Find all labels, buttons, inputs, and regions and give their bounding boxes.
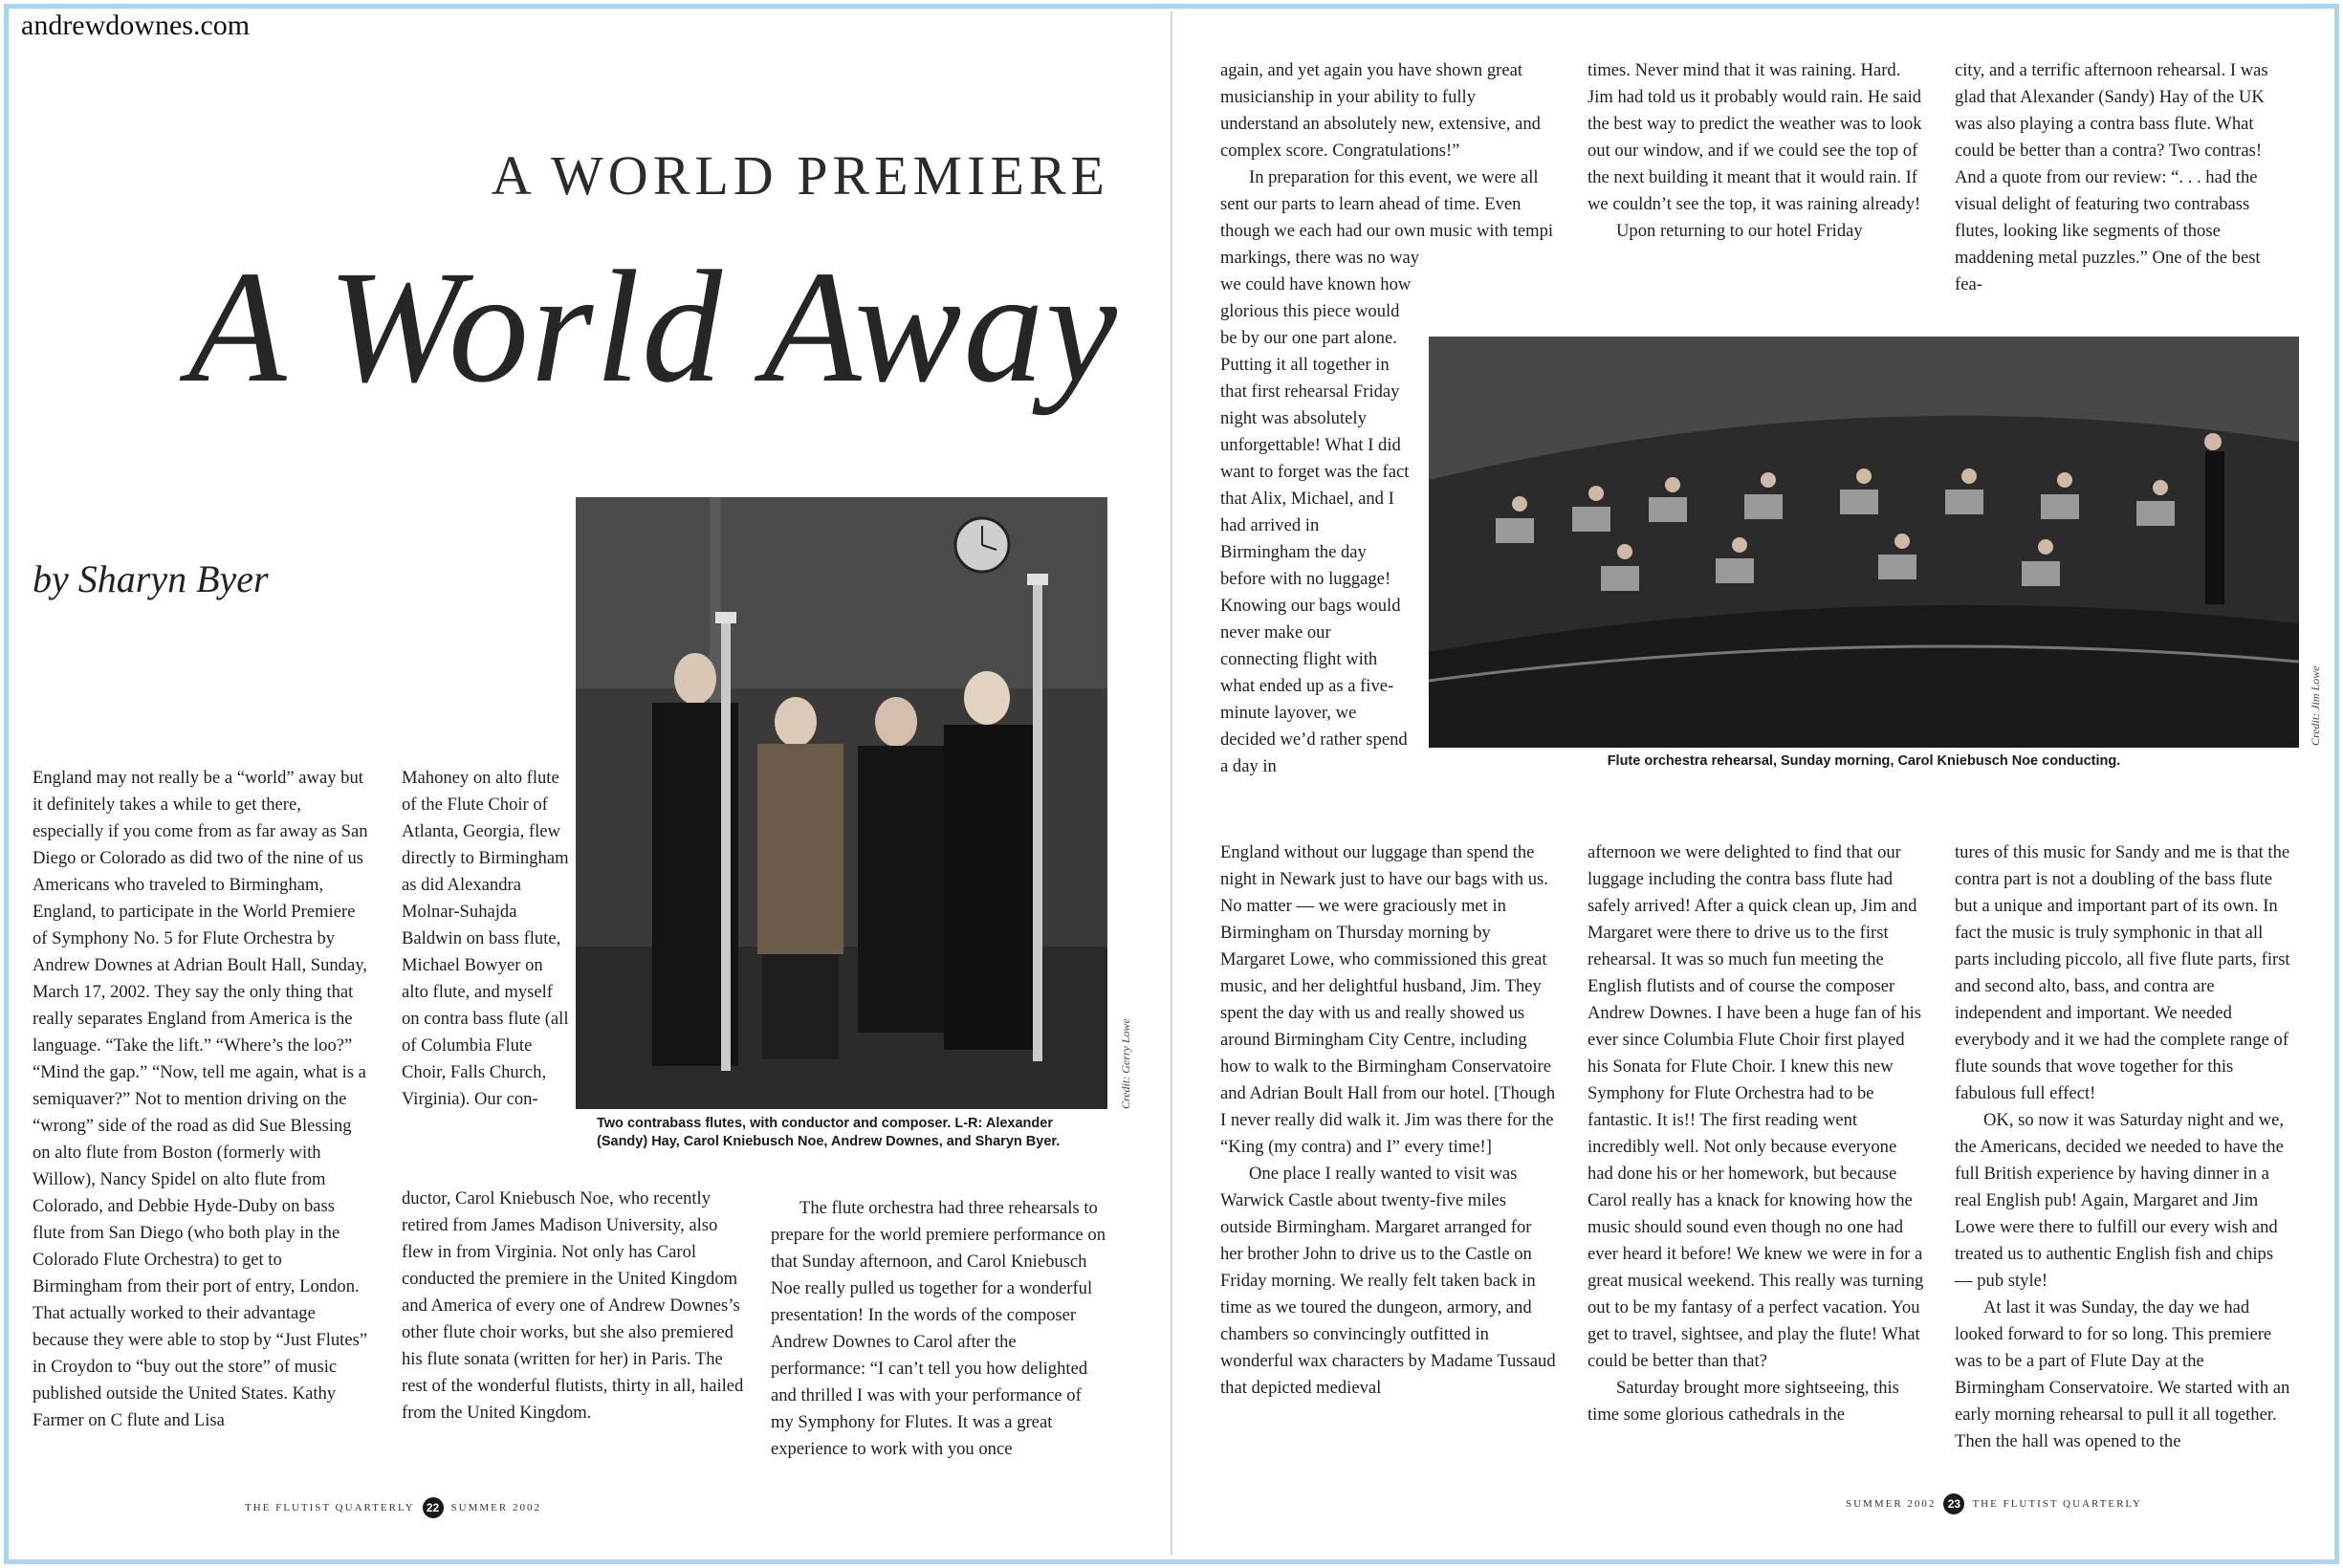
- paragraph: ductor, Carol Kniebusch Noe, who recently retired from James Madison University, also flew in from Virginia. Not only has Carol conducted the premiere in the United Kingdom and America of every one of Andrew Downes’s other flute choir works, but she also premiered his flute sonata (written for her) in Paris. The rest of the wonderful flutists, thirty in all, hailed from the United Kingdom.: [402, 1188, 744, 1423]
- right-column-1-bottom: [1220, 839, 1557, 1402]
- page-number: 23: [1943, 1493, 1964, 1514]
- portrait-photo: [576, 497, 1107, 1109]
- right-column-1-top: [1220, 57, 1557, 272]
- paragraph: times. Never mind that it was raining. Hard. Jim had told us it probably would rain. He said the best way to predict the weather was to look out our window, and if we could see the top of the next building it meant that it would rain. If we couldn’t see the top, it was raining already!: [1588, 60, 1922, 214]
- article-kicker: A WORLD PREMIERE: [491, 144, 1109, 207]
- paragraph: Saturday brought more sightseeing, this time some glorious cathedrals in the: [1588, 1378, 1899, 1425]
- paragraph: England may not really be a “world” away but it definitely takes a while to get there, especially if you come from as far away as San Diego or Colorado as did two of the nine of us Americans who traveled to Birmingham, England, to participate in the World Premiere of Symphony No. 5 for Flute Orchestra by Andrew Downes at Adrian Boult Hall, Sunday, March 17, 2002. They say the only thing that really separates England from America is the language. “Take the lift.” “Where’s the loo?” “Mind the gap.” “Now, tell me again, what is a semiquaver?” Not to mention driving on the “wrong” side of the road as did Sue Blessing on alto flute from Boston (formerly with Willow), Nancy Spidel on alto flute from Colorado, and Debbie Hyde-Duby on bass flute from San Diego (who both play in the Colorado Flute Orchestra) to get to Birmingham from their port of entry, London. That actually worked to their advantage because they were able to stop by “Just Flutes” in Croydon to “buy out the store” of music published outside the United States. Kathy Farmer on C flute and Lisa: [33, 768, 368, 1430]
- paragraph: In preparation for this event, we were all sent our parts to learn ahead of time. Even though we each had our own music with tempi markings, there was no way: [1220, 167, 1554, 268]
- paragraph: we could have known how glorious this piece would be by our one part alone. Putting it all together in that first rehearsal Friday night was absolutely unforgettable! What I did want to forget was the fact that Alix, Michael, and I had arrived in Birmingham the day before with no luggage! Knowing our bags would never make our connecting flight with what ended up as a five-minute layover, we decided we’d rather spend a day in: [1220, 274, 1412, 776]
- right-column-2-bottom: [1588, 839, 1924, 1428]
- paragraph: afternoon we were delighted to find that our luggage including the contra bass flute had safely arrived! After a quick clean up, Jim and Margaret were there to drive us to the first rehearsal. It was so much fun meeting the English flutists and of course the composer Andrew Downes. I have been a huge fan of his ever since Columbia Flute Choir first played his Sonata for Flute Choir. I knew this new Symphony for Flute Orchestra had to be fantastic. It is!! The first reading went incredibly well. Not only because everyone had done his or her homework, but because Carol really has a knack for knowing how the music should sound even though no one had ever heard it before! We knew we were in for a great musical weekend. This really was turning out to be my fantasy of a perfect vacation. You get to travel, sightsee, and play the flute! What could be better than that?: [1588, 842, 1924, 1371]
- left-page-folio: [245, 1497, 541, 1518]
- paragraph: The flute orchestra had three rehearsals to prepare for the world premiere performance on that Sunday afternoon, and Carol Kniebusch Noe really pulled us together for a wonderful presentation! In the words of the composer Andrew Downes to Carol after the performance: “I can’t tell you how delighted and thrilled I was with your performance of my Symphony for Flutes. It was a great experience to work with you once: [771, 1198, 1106, 1459]
- left-column-2-lower: [402, 1186, 752, 1426]
- paragraph: city, and a terrific afternoon rehearsal. I was glad that Alexander (Sandy) Hay of the UK was also playing a contra bass flute. What could be better than a contra? Two contras! And a quote from our review: “. . . had the visual delight of featuring two contrabass flutes, looking like segments of those maddening metal puzzles.” One of the best fea-: [1955, 60, 2268, 294]
- article-title: A World Away: [187, 238, 1119, 416]
- portrait-photo-credit: Credit: Gerry Lowe: [1119, 1018, 1132, 1109]
- paragraph: again, and yet again you have shown great musicianship in your ability to fully understand an absolutely new, extensive, and complex score. Congratulations!”: [1220, 60, 1541, 161]
- paragraph: One place I really wanted to visit was Warwick Castle about twenty-five miles outside Birmingham. Margaret arranged for her brother John to drive us to the Castle on Friday morning. We really felt taken back in time as we toured the dungeon, armory, and chambers so convincingly outfitted in wonderful wax characters by Madame Tussaud that depicted medieval: [1220, 1164, 1556, 1398]
- right-column-1-narrow: [1220, 272, 1412, 780]
- paragraph: OK, so now it was Saturday night and we, the Americans, decided we needed to have the full British experience by having dinner in a real English pub! Again, Margaret and Jim Lowe were there to fulfill our every wish and treated us to authentic English fish and chips — pub style!: [1955, 1110, 2284, 1291]
- right-column-3-bottom: [1955, 839, 2291, 1455]
- paragraph: England without our luggage than spend the night in Newark just to have our bags with us. No matter — we were graciously met in Birmingham on Thursday morning by Margaret Lowe, who commissioned this great music, and her delightful husband, Jim. They spent the day with us and really showed us around Birmingham City Centre, including how to walk to the Birmingham Conservatoire and Adrian Boult Hall from our hotel. [Though I never really did walk it. Jim was there for the “King (my contra) and I” every time!]: [1220, 842, 1556, 1157]
- page-fold: [1171, 11, 1172, 1556]
- folio-issue: SUMMER 2002: [450, 1502, 541, 1514]
- rehearsal-photo-credit: Credit: Jim Lowe: [2309, 665, 2322, 746]
- left-column-3: [771, 1195, 1107, 1463]
- folio-issue: SUMMER 2002: [1846, 1498, 1937, 1510]
- site-watermark: andrewdownes.com: [21, 10, 251, 41]
- left-column-1: [33, 765, 369, 1434]
- right-column-2-top: [1588, 57, 1924, 245]
- portrait-photo-caption: Two contrabass flutes, with conductor and composer. L-R: Alexander (Sandy) Hay, Carol Kniebusch Noe, Andrew Downes, and Sharyn Byer.: [597, 1116, 1061, 1149]
- paragraph: At last it was Sunday, the day we had looked forward to for so long. This premiere was to be a part of Flute Day at the Birmingham Conservatoire. We started with an early morning rehearsal to pull it all together. Then the hall was opened to the: [1955, 1297, 2290, 1451]
- byline: by Sharyn Byer: [33, 557, 269, 600]
- paragraph: Mahoney on alto flute of the Flute Choir of Atlanta, Georgia, flew directly to Birmingham as did Alexandra Molnar-Suhajda Baldwin on bass flute, Michael Bowyer on alto flute, and myself on contra bass flute (all of Columbia Flute Choir, Falls Church, Virginia). Our con-: [402, 768, 569, 1109]
- page-number: 22: [423, 1497, 444, 1518]
- rehearsal-photo-illustration: [1429, 337, 2299, 748]
- left-column-2: [402, 765, 574, 1113]
- paragraph: tures of this music for Sandy and me is that the contra part is not a doubling of the bass flute but a unique and important part of its own. In fact the music is truly symphonic in that all parts including piccolo, all five flute parts, first and second alto, bass, and contra are independent and important. We needed everybody and it we had the complete range of flute sounds that wove together for this fabulous full effect!: [1955, 842, 2290, 1103]
- folio-magazine: THE FLUTIST QUARTERLY: [245, 1502, 415, 1514]
- right-column-3-top: [1955, 57, 2291, 298]
- right-page-folio: [1846, 1493, 2142, 1514]
- folio-magazine: THE FLUTIST QUARTERLY: [1972, 1498, 2142, 1510]
- portrait-photo-illustration: [576, 497, 1107, 1109]
- rehearsal-photo: [1429, 337, 2299, 748]
- rehearsal-photo-caption: Flute orchestra rehearsal, Sunday morning, Carol Kniebusch Noe conducting.: [1607, 753, 2121, 769]
- paragraph: Upon returning to our hotel Friday: [1616, 221, 1863, 241]
